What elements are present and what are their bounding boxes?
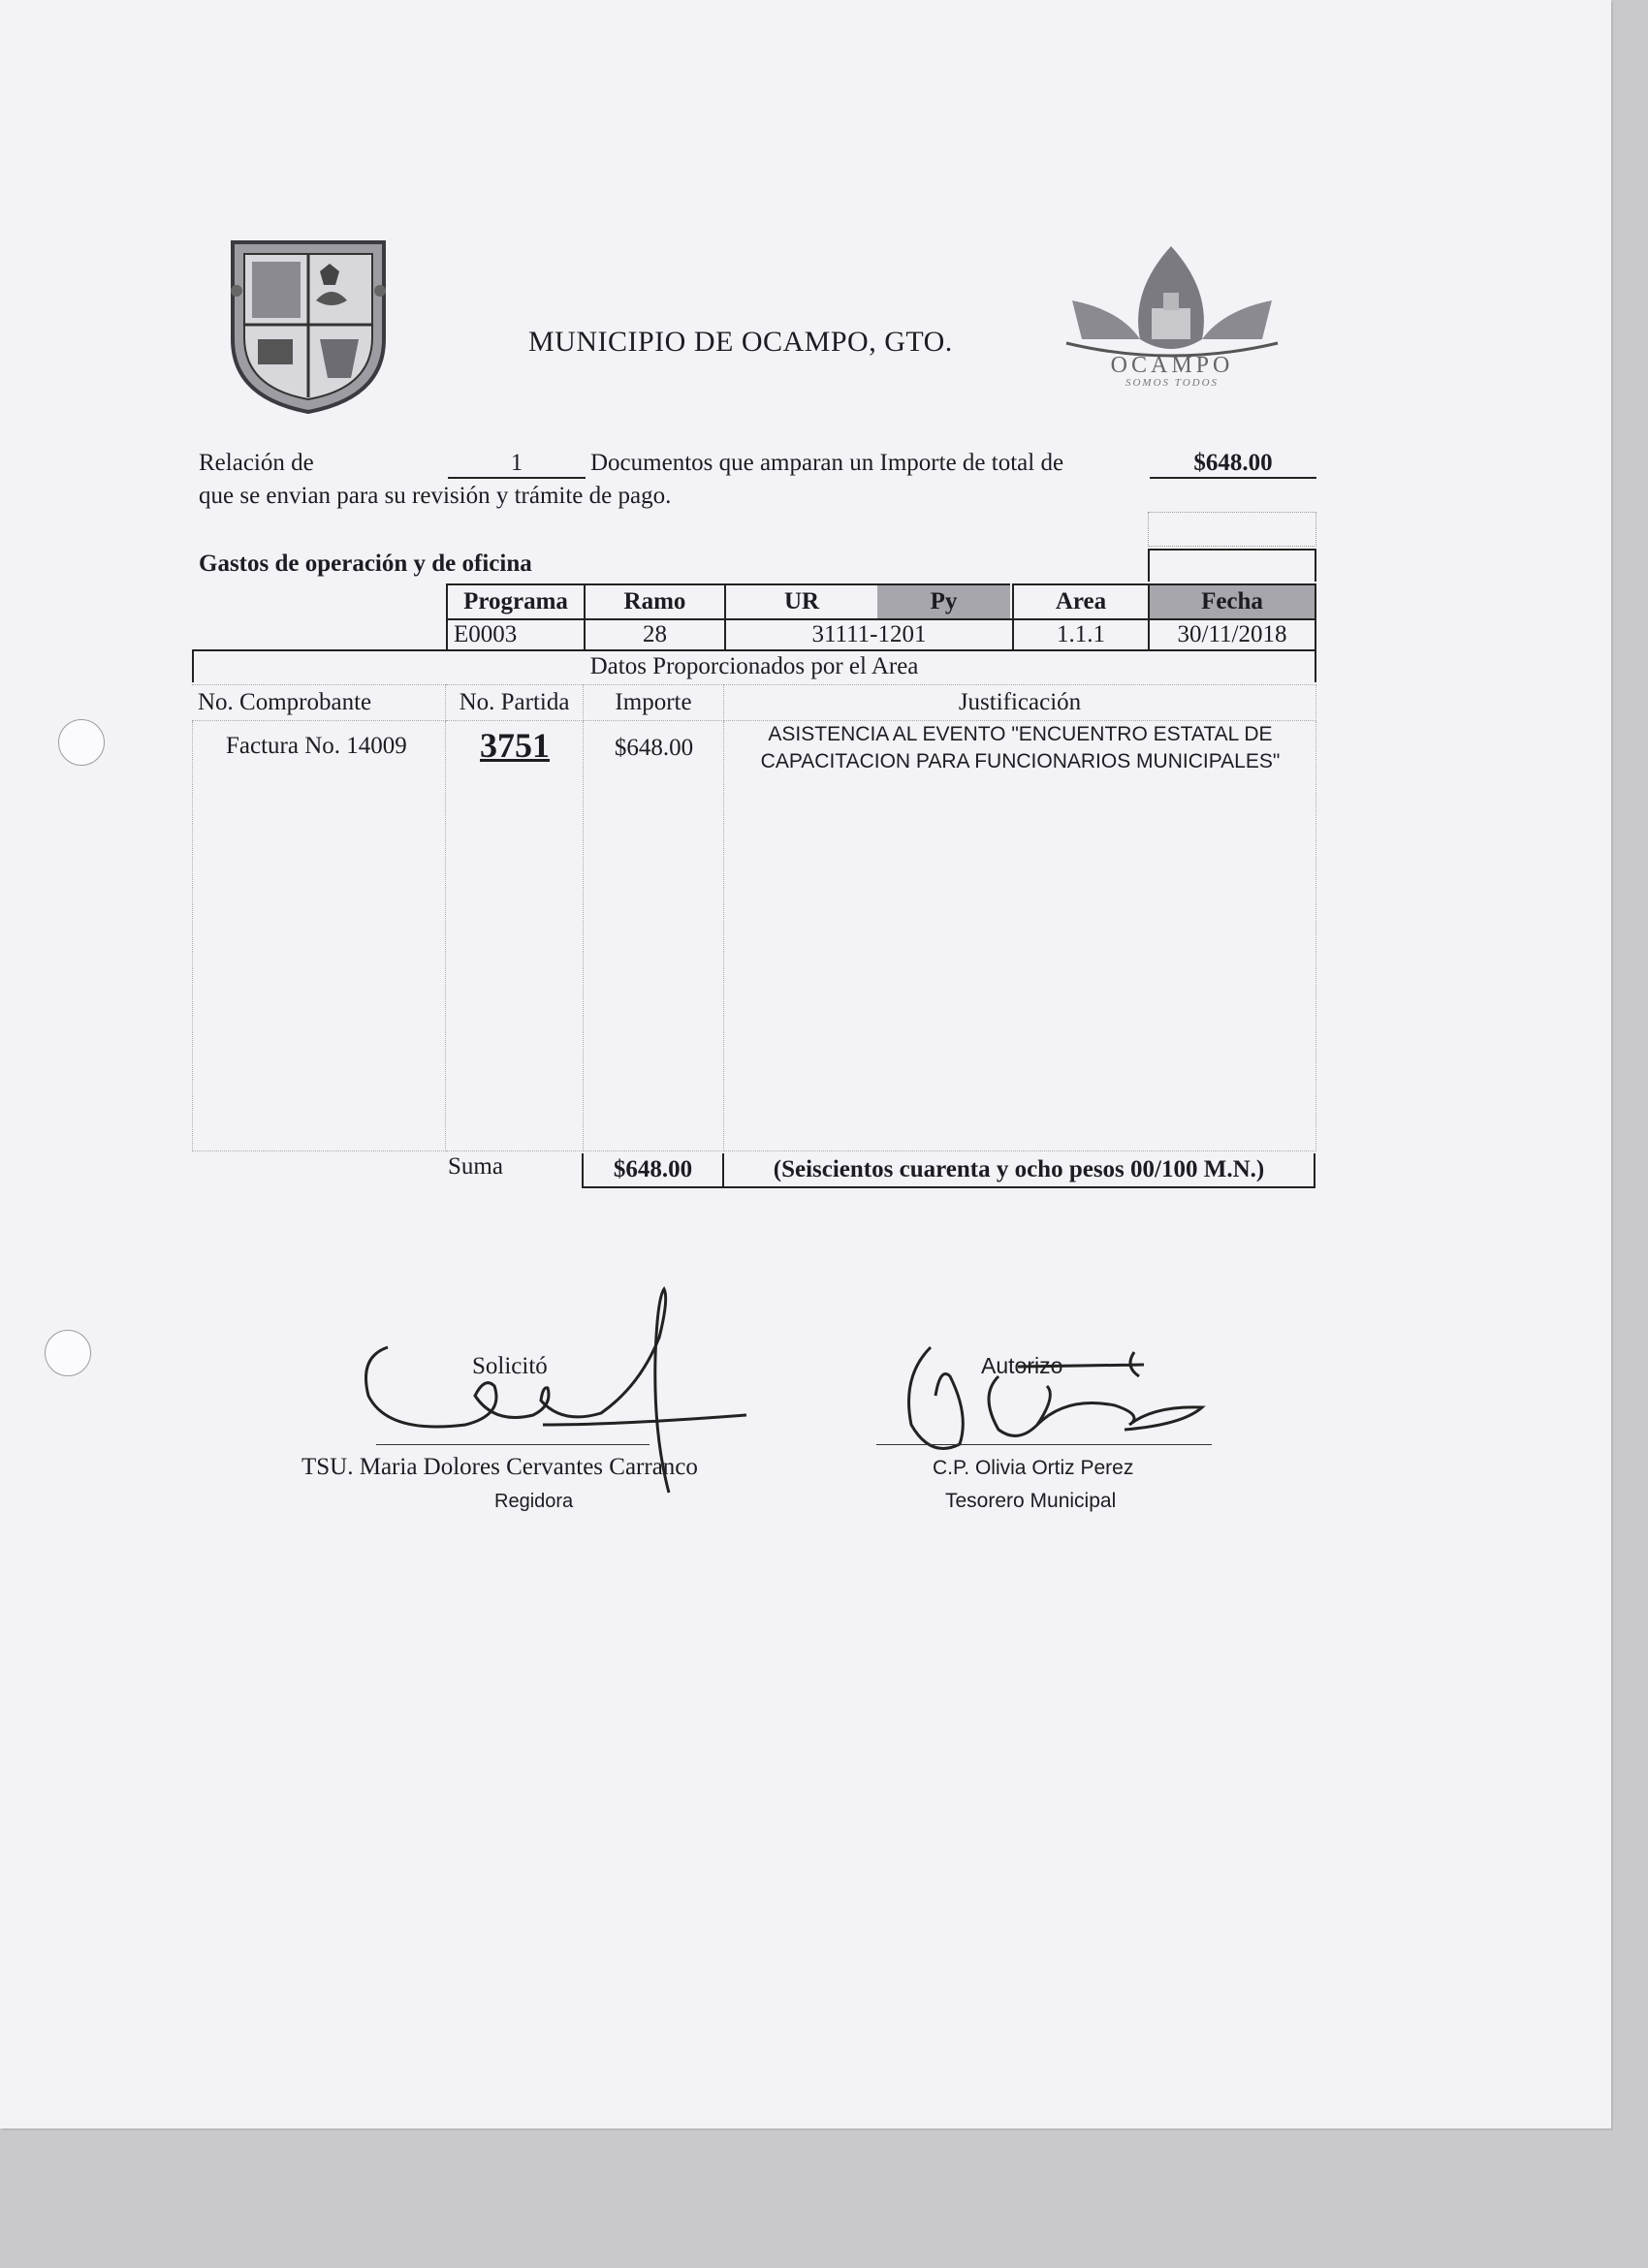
budget-header: Fecha bbox=[1148, 583, 1316, 618]
ocampo-logo-icon bbox=[1062, 242, 1282, 388]
budget-value: 31111-1201 bbox=[724, 618, 1012, 651]
budget-header: Py bbox=[877, 583, 1010, 618]
justificacion-line: CAPACITACION PARA FUNCIONARIOS MUNICIPALES" bbox=[760, 750, 1281, 772]
detail-column bbox=[584, 721, 724, 1151]
suma-label: Suma bbox=[448, 1153, 503, 1180]
signature-line bbox=[376, 1444, 650, 1445]
comprobante-cell: Factura No. 14009 bbox=[226, 733, 407, 759]
budget-value: 30/11/2018 bbox=[1148, 618, 1316, 651]
detail-column bbox=[724, 721, 1316, 1151]
empty-box bbox=[1148, 549, 1316, 582]
budget-value: 1.1.1 bbox=[1012, 618, 1148, 651]
coat-of-arms-icon bbox=[223, 233, 394, 417]
solicitante-name: TSU. Maria Dolores Cervantes Carranco bbox=[301, 1454, 698, 1480]
budget-header: UR bbox=[724, 583, 877, 618]
budget-value: E0003 bbox=[446, 618, 584, 651]
importe-cell: $648.00 bbox=[614, 735, 694, 761]
detail-header: No. Comprobante bbox=[192, 684, 446, 721]
justificacion-cell bbox=[724, 721, 1316, 775]
detail-column bbox=[192, 721, 446, 1151]
relacion-mid-label: Documentos que amparan un Importe de total de bbox=[590, 450, 1064, 476]
detail-header: Importe bbox=[584, 684, 724, 721]
relacion-label: Relación de bbox=[199, 450, 314, 476]
logo-text: OCAMPO bbox=[1110, 353, 1234, 378]
logo-subtext: SOMOS TODOS bbox=[1125, 377, 1220, 388]
empty-box bbox=[1148, 512, 1316, 547]
solicito-label: Solicitó bbox=[472, 1353, 548, 1379]
budget-header: Area bbox=[1012, 583, 1148, 618]
autorizante-position: Tesorero Municipal bbox=[945, 1490, 1117, 1512]
signature-line bbox=[876, 1444, 1212, 1445]
section-title: Gastos de operación y de oficina bbox=[199, 551, 532, 577]
solicitante-position: Regidora bbox=[494, 1491, 574, 1512]
page-title: MUNICIPIO DE OCAMPO, GTO. bbox=[528, 326, 953, 358]
punch-hole bbox=[58, 719, 105, 766]
budget-header: Programa bbox=[446, 583, 584, 618]
area-caption: Datos Proporcionados por el Area bbox=[192, 649, 1316, 682]
budget-header: Ramo bbox=[584, 583, 724, 618]
detail-column bbox=[446, 721, 584, 1151]
punch-hole bbox=[45, 1330, 91, 1376]
justificacion-line: ASISTENCIA AL EVENTO "ENCUENTRO ESTATAL DE bbox=[768, 723, 1273, 745]
detail-header: No. Partida bbox=[446, 684, 584, 721]
partida-cell: 3751 bbox=[480, 726, 550, 765]
relacion-line2: que se envian para su revisión y trámite de pago. bbox=[199, 483, 672, 509]
detail-header: Justificación bbox=[724, 684, 1316, 721]
autorizante-name: C.P. Olivia Ortiz Perez bbox=[933, 1457, 1134, 1479]
suma-amount: $648.00 bbox=[582, 1153, 722, 1188]
budget-value: 28 bbox=[584, 618, 724, 651]
suma-in-words: (Seiscientos cuarenta y ocho pesos 00/100 M.N.) bbox=[722, 1153, 1315, 1188]
total-amount: $648.00 bbox=[1150, 450, 1316, 479]
document-count: 1 bbox=[448, 450, 586, 479]
autorizo-label: Autorizo bbox=[981, 1353, 1063, 1378]
